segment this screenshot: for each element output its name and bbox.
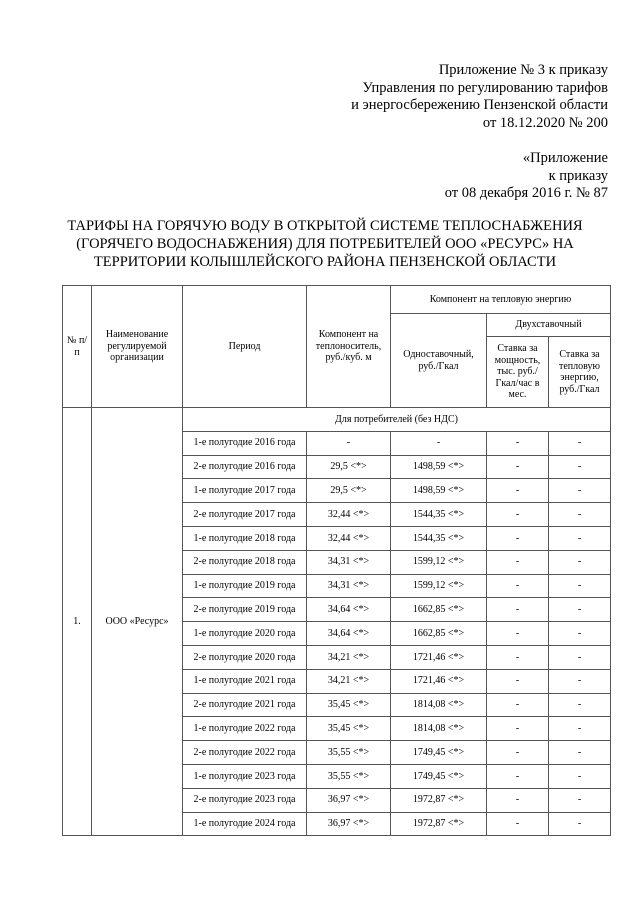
energy-rate-cell: - [549, 693, 611, 717]
document-title [40, 217, 610, 271]
capacity-rate-cell: - [487, 764, 549, 788]
capacity-rate-cell: - [487, 479, 549, 503]
header-line: к приказу [548, 167, 608, 184]
carrier-cell: 32,44 <*> [307, 503, 391, 527]
period-cell: 1-е полугодие 2022 года [183, 717, 307, 741]
energy-rate-cell: - [549, 622, 611, 646]
carrier-cell: 35,55 <*> [307, 741, 391, 765]
single-rate-cell: 1721,46 <*> [391, 669, 487, 693]
energy-rate-cell: - [549, 741, 611, 765]
carrier-cell: 34,64 <*> [307, 622, 391, 646]
header-carrier: Компонент на теплоноситель, руб./куб. м [307, 286, 391, 408]
capacity-rate-cell: - [487, 431, 549, 455]
capacity-rate-cell: - [487, 693, 549, 717]
capacity-rate-cell: - [487, 526, 549, 550]
header-line: и энергосбережению Пензенской области [351, 97, 608, 113]
energy-rate-cell: - [549, 574, 611, 598]
period-cell: 2-е полугодие 2017 года [183, 503, 307, 527]
capacity-rate-cell: - [487, 645, 549, 669]
energy-rate-cell: - [549, 764, 611, 788]
capacity-rate-cell: - [487, 788, 549, 812]
period-cell: 1-е полугодие 2017 года [183, 479, 307, 503]
single-rate-cell: 1498,59 <*> [391, 455, 487, 479]
single-rate-cell: 1972,87 <*> [391, 788, 487, 812]
tariff-table [62, 285, 611, 836]
carrier-cell: 34,31 <*> [307, 550, 391, 574]
capacity-rate-cell: - [487, 598, 549, 622]
period-cell: 1-е полугодие 2020 года [183, 622, 307, 646]
carrier-cell: 34,64 <*> [307, 598, 391, 622]
energy-rate-cell: - [549, 479, 611, 503]
period-cell: 2-е полугодие 2023 года [183, 788, 307, 812]
header-org: Наименование регулируемой организации [92, 286, 183, 408]
period-cell: 2-е полугодие 2020 года [183, 645, 307, 669]
title-line: ТЕРРИТОРИИ КОЛЫШЛЕЙСКОГО РАЙОНА ПЕНЗЕНСКОЙ ОБЛАСТИ [93, 254, 557, 270]
energy-rate-cell: - [549, 788, 611, 812]
header-line: Приложение № 3 к приказу [438, 62, 608, 78]
capacity-rate-cell: - [487, 669, 549, 693]
period-cell: 2-е полугодие 2022 года [183, 741, 307, 765]
capacity-rate-cell: - [487, 812, 549, 836]
capacity-rate-cell: - [487, 574, 549, 598]
carrier-cell: 32,44 <*> [307, 526, 391, 550]
energy-rate-cell: - [549, 526, 611, 550]
carrier-cell: 35,45 <*> [307, 717, 391, 741]
header-period: Период [183, 286, 307, 408]
title-line: ТАРИФЫ НА ГОРЯЧУЮ ВОДУ В ОТКРЫТОЙ СИСТЕМЕ ТЕПЛОСНАБЖЕНИЯ [67, 218, 583, 234]
single-rate-cell: 1498,59 <*> [391, 479, 487, 503]
capacity-rate-cell: - [487, 717, 549, 741]
carrier-cell: 29,5 <*> [307, 455, 391, 479]
energy-rate-cell: - [549, 645, 611, 669]
period-cell: 1-е полугодие 2018 года [183, 526, 307, 550]
carrier-cell: 34,21 <*> [307, 669, 391, 693]
capacity-rate-cell: - [487, 741, 549, 765]
organization-name: ООО «Ресурс» [92, 408, 183, 836]
order-attachment-header [351, 62, 608, 132]
single-rate-cell: 1544,35 <*> [391, 503, 487, 527]
carrier-cell: 36,97 <*> [307, 812, 391, 836]
title-line: (ГОРЯЧЕГО ВОДОСНАБЖЕНИЯ) ДЛЯ ПОТРЕБИТЕЛЕЙ ООО «РЕСУРС» НА [76, 236, 574, 252]
single-rate-cell: 1749,45 <*> [391, 741, 487, 765]
single-rate-cell: 1662,85 <*> [391, 622, 487, 646]
energy-rate-cell: - [549, 455, 611, 479]
period-cell: 2-е полугодие 2021 года [183, 693, 307, 717]
single-rate-cell: 1749,45 <*> [391, 764, 487, 788]
carrier-cell: 29,5 <*> [307, 479, 391, 503]
header-line: от 08 декабря 2016 г. № 87 [444, 185, 608, 201]
energy-rate-cell: - [549, 431, 611, 455]
single-rate-cell: 1814,08 <*> [391, 693, 487, 717]
period-cell: 2-е полугодие 2016 года [183, 455, 307, 479]
period-cell: 1-е полугодие 2024 года [183, 812, 307, 836]
header-single: Одноставочный, руб./Гкал [391, 314, 487, 408]
header-line: «Приложение [522, 150, 608, 166]
single-rate-cell: - [391, 431, 487, 455]
carrier-cell: 34,21 <*> [307, 645, 391, 669]
period-cell: 2-е полугодие 2019 года [183, 598, 307, 622]
header-energy-rate: Ставка за тепловую энергию, руб./Гкал [549, 337, 611, 408]
capacity-rate-cell: - [487, 455, 549, 479]
carrier-cell: 35,55 <*> [307, 764, 391, 788]
header-capacity: Ставка за мощность, тыс. руб./Гкал/час в мес. [487, 337, 549, 408]
energy-rate-cell: - [549, 812, 611, 836]
header-num: № п/п [63, 286, 92, 408]
carrier-cell: - [307, 431, 391, 455]
energy-rate-cell: - [549, 598, 611, 622]
single-rate-cell: 1972,87 <*> [391, 812, 487, 836]
period-cell: 1-е полугодие 2016 года [183, 431, 307, 455]
consumer-group-label: Для потребителей (без НДС) [183, 408, 611, 432]
header-line: от 18.12.2020 № 200 [482, 114, 608, 131]
single-rate-cell: 1599,12 <*> [391, 550, 487, 574]
period-cell: 1-е полугодие 2021 года [183, 669, 307, 693]
base-order-header [445, 150, 608, 203]
period-cell: 2-е полугодие 2018 года [183, 550, 307, 574]
carrier-cell: 35,45 <*> [307, 693, 391, 717]
row-number: 1. [63, 408, 92, 836]
energy-rate-cell: - [549, 669, 611, 693]
capacity-rate-cell: - [487, 503, 549, 527]
header-energy-group: Компонент на тепловую энергию [391, 286, 611, 314]
single-rate-cell: 1662,85 <*> [391, 598, 487, 622]
carrier-cell: 36,97 <*> [307, 788, 391, 812]
capacity-rate-cell: - [487, 622, 549, 646]
energy-rate-cell: - [549, 503, 611, 527]
header-line: Управления по регулированию тарифов [362, 79, 608, 96]
single-rate-cell: 1544,35 <*> [391, 526, 487, 550]
single-rate-cell: 1814,08 <*> [391, 717, 487, 741]
single-rate-cell: 1599,12 <*> [391, 574, 487, 598]
capacity-rate-cell: - [487, 550, 549, 574]
energy-rate-cell: - [549, 717, 611, 741]
period-cell: 1-е полугодие 2019 года [183, 574, 307, 598]
single-rate-cell: 1721,46 <*> [391, 645, 487, 669]
header-two-part: Двухставочный [487, 314, 611, 337]
energy-rate-cell: - [549, 550, 611, 574]
period-cell: 1-е полугодие 2023 года [183, 764, 307, 788]
carrier-cell: 34,31 <*> [307, 574, 391, 598]
